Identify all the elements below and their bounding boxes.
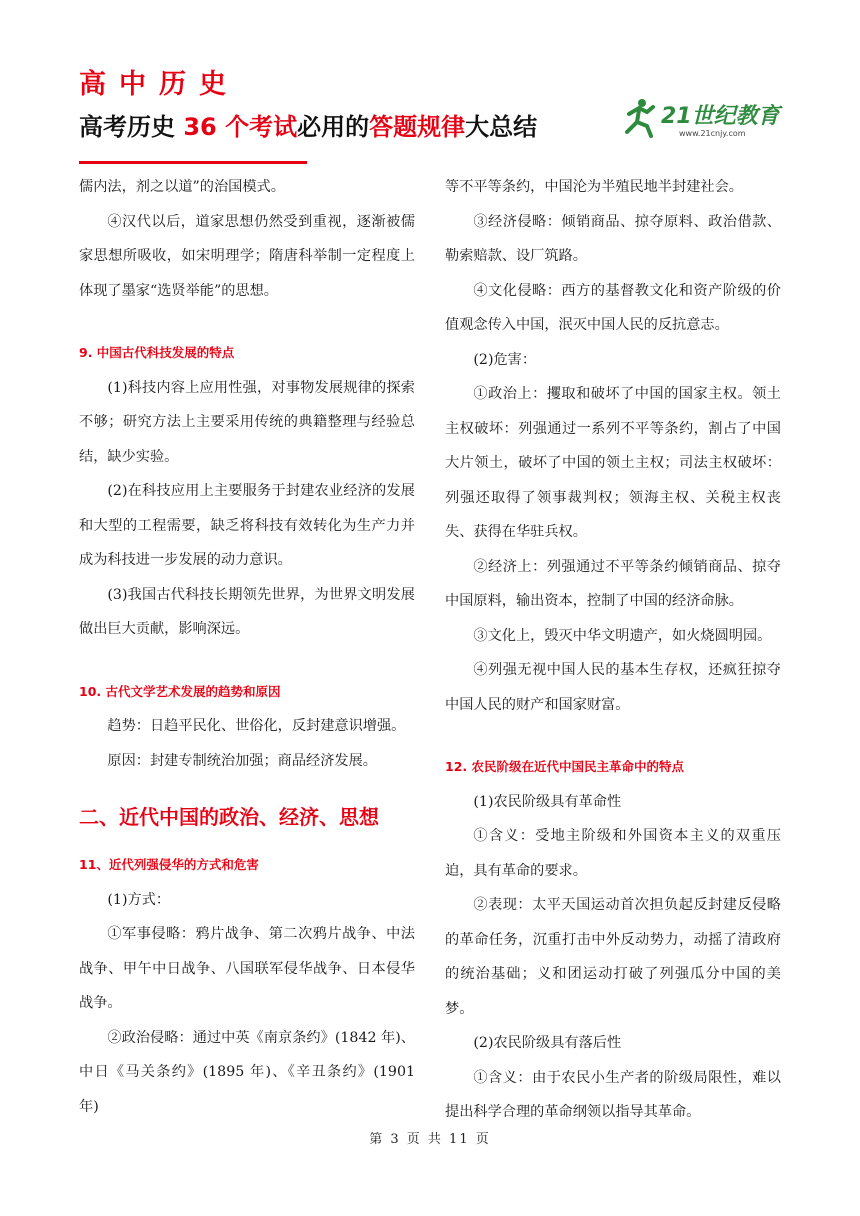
paragraph: 趋势：日趋平民化、世俗化，反封建意识增强。 xyxy=(107,718,406,734)
logo-text: 21世纪教育 xyxy=(661,104,780,129)
document-title xyxy=(79,107,537,142)
paragraph: ③经济侵略：倾销商品、掠夺原料、政治借款、勒索赔款、设厂筑路。 xyxy=(445,213,781,264)
title-underline xyxy=(79,161,307,164)
section-heading-12: 12. 农民阶级在近代中国民主革命中的特点 xyxy=(445,759,684,774)
title-part-2: 36 个考试 xyxy=(183,113,298,141)
left-column xyxy=(79,170,415,1124)
right-column xyxy=(445,170,781,1130)
paragraph: (1)科技内容上应用性强，对事物发展规律的探索不够；研究方法上主要采用传统的典籍整理与经验总结，缺少实验。 xyxy=(79,379,415,465)
paragraph: (3)我国古代科技长期领先世界，为世界文明发展做出巨大贡献，影响深远。 xyxy=(79,586,415,637)
paragraph: ①政治上：攫取和破坏了中国的国家主权。领土主权破坏：列强通过一系列不平等条约，割占了中国大片领土，破坏了中国的领土主权；司法主权破坏：列强还取得了领事裁判权；领海主权、关税主权丧失、获得在华驻兵权。 xyxy=(445,386,781,540)
title-part-5: 大总结 xyxy=(465,113,538,141)
paragraph: ②政治侵略：通过中英《南京条约》(1842 年)、中日《马关条约》(1895 年)、《辛丑条约》(1901 年) xyxy=(79,1029,415,1115)
paragraph: (2)在科技应用上主要服务于封建农业经济的发展和大型的工程需要，缺乏将科技有效转化为生产力并成为科技进一步发展的动力意识。 xyxy=(79,483,415,568)
section-heading-11: 11、近代列强侵华的方式和危害 xyxy=(79,857,259,872)
paragraph: (1)方式： xyxy=(107,891,171,908)
paragraph: (1)农民阶级具有革命性 xyxy=(473,793,622,810)
logo-21cnjy xyxy=(623,96,788,140)
paragraph: (2)危害： xyxy=(473,351,537,368)
paragraph: ④汉代以后，道家思想仍然受到重视，逐渐被儒家思想所吸收，如宋明理学；隋唐科举制一定程度上体现了墨家“选贤举能”的思想。 xyxy=(79,213,415,299)
title-part-3: 必用的 xyxy=(297,113,370,141)
paragraph: ③文化上，毁灭中华文明遗产，如火烧圆明园。 xyxy=(473,627,772,644)
chapter-heading: 二、近代中国的政治、经济、思想 xyxy=(79,805,379,829)
paragraph: ④文化侵略：西方的基督教文化和资产阶级的价值观念传入中国，泯灭中国人民的反抗意志。 xyxy=(445,282,781,333)
paragraph: ①含义：受地主阶级和外国资本主义的双重压迫，具有革命的要求。 xyxy=(445,828,781,879)
section-heading-9: 9. 中国古代科技发展的特点 xyxy=(79,345,235,360)
title-part-1: 高考历史 xyxy=(79,113,184,141)
paragraph: 等不平等条约，中国沦为半殖民地半封建社会。 xyxy=(445,179,743,195)
paragraph: ④列强无视中国人民的基本生存权，还疯狂掠夺中国人民的财产和国家财富。 xyxy=(445,662,781,713)
subject-heading: 高中历史 xyxy=(79,69,239,100)
paragraph: ①含义：由于农民小生产者的阶级局限性，难以提出科学合理的革命纲领以指导其革命。 xyxy=(445,1069,781,1120)
paragraph: 原因：封建专制统治加强；商品经济发展。 xyxy=(107,752,377,769)
paragraph: (2)农民阶级具有落后性 xyxy=(473,1035,622,1051)
paragraph: ②表现：太平天国运动首次担负起反封建反侵略的革命任务，沉重打击中外反动势力，动摇了清政府的统治基础；义和团运动打破了列强瓜分中国的美梦。 xyxy=(445,897,781,1017)
paragraph: ①军事侵略：鸦片战争、第二次鸦片战争、中法战争、甲午中日战争、八国联军侵华战争、日本侵华战争。 xyxy=(79,926,415,1011)
logo-url: www.21cnjy.com xyxy=(679,129,746,138)
running-figure-icon xyxy=(627,99,653,136)
title-part-4: 答题规律 xyxy=(369,113,466,141)
page-number: 第 3 页 共 11 页 xyxy=(369,1132,491,1147)
paragraph: ②经济上：列强通过不平等条约倾销商品、掠夺中国原料，输出资本，控制了中国的经济命脉。 xyxy=(445,558,781,609)
paragraph: 儒内法，剂之以道”的治国模式。 xyxy=(79,179,285,195)
section-heading-10: 10. 古代文学艺术发展的趋势和原因 xyxy=(79,683,281,699)
